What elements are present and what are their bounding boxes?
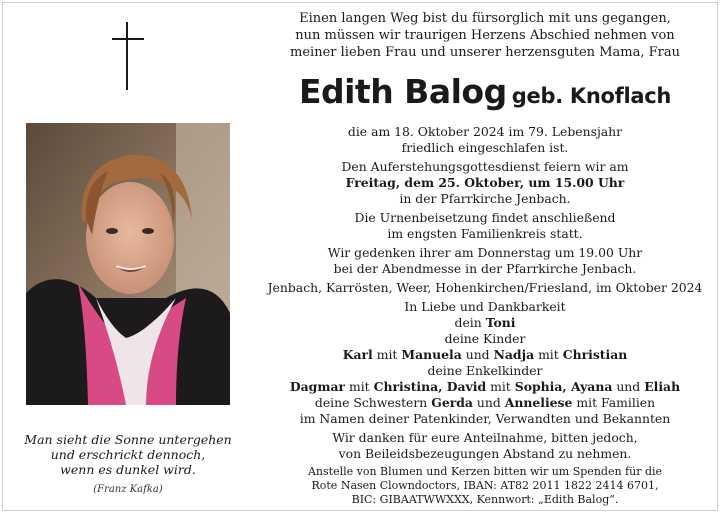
service-line: in der Pfarrkirche Jenbach.: [399, 191, 571, 206]
godchildren-line: im Namen deiner Patenkinder, Verwandten und Bekannten: [299, 411, 671, 426]
urn-line: im engsten Familienkreis statt.: [387, 226, 583, 241]
quote-line: und erschrickt dennoch,: [50, 447, 206, 462]
mass-line: bei der Abendmesse in der Pfarrkirche Jenbach.: [333, 261, 637, 276]
thanks-line: von Beileidsbezeugungen Abstand zu nehmen.: [338, 446, 632, 461]
sisters-line: deine Schwestern Gerda und Anneliese mit Familien: [314, 395, 656, 410]
urn-line: Die Urnenbeisetzung findet anschließend: [354, 210, 616, 225]
name-maiden: geb. Knoflach: [511, 84, 672, 108]
husband-line: dein Toni: [454, 315, 516, 330]
grandchildren-names: Dagmar mit Christina, David mit Sophia, Ayana und Eliah: [289, 379, 681, 394]
donation-line: Rote Nasen Clowndoctors, IBAN: AT82 2011 1822 2414 6701,: [311, 479, 659, 492]
love-line: In Liebe und Dankbarkeit: [404, 299, 566, 314]
children-label: deine Kinder: [444, 331, 526, 346]
children-names: Karl mit Manuela und Nadja mit Christian: [342, 347, 628, 362]
thanks-line: Wir danken für eure Anteilnahme, bitten jedoch,: [332, 430, 638, 445]
quote-line: wenn es dunkel wird.: [60, 462, 196, 477]
grandchildren-label: deine Enkelkinder: [427, 363, 543, 378]
quote: [24, 432, 232, 477]
quote-line: Man sieht die Sonne untergehen: [24, 432, 232, 447]
death-line: die am 18. Oktober 2024 im 79. Lebensjahr: [347, 124, 623, 139]
deceased-name: [262, 72, 708, 111]
place-date: Jenbach, Karrösten, Weer, Hohenkirchen/Friesland, im Oktober 2024: [267, 280, 703, 295]
intro-line: meiner lieben Frau und unserer herzensguten Mama, Frau: [290, 45, 680, 60]
service-date: Freitag, dem 25. Oktober, um 15.00 Uhr: [345, 175, 625, 190]
donation-line: BIC: GIBAATWWXXX, Kennwort: „Edith Balog“.: [351, 493, 619, 506]
mass-line: Wir gedenken ihrer am Donnerstag um 19.00 Uhr: [327, 245, 643, 260]
notice-body: [252, 124, 718, 507]
donation-line: Anstelle von Blumen und Kerzen bitten wir um Spenden für die: [307, 465, 663, 478]
service-line: Den Auferstehungsgottesdienst feiern wir am: [341, 159, 629, 174]
cross-icon: [112, 22, 144, 90]
quote-author: (Franz Kafka): [93, 484, 163, 495]
intro-line: Einen langen Weg bist du fürsorglich mit uns gegangen,: [299, 11, 671, 26]
intro-line: nun müssen wir traurigen Herzens Abschied nehmen von: [295, 28, 675, 43]
name-main: Edith Balog: [298, 72, 507, 111]
death-line: friedlich eingeschlafen ist.: [401, 140, 569, 155]
intro-text: [262, 10, 708, 61]
portrait-photo: [26, 123, 230, 405]
